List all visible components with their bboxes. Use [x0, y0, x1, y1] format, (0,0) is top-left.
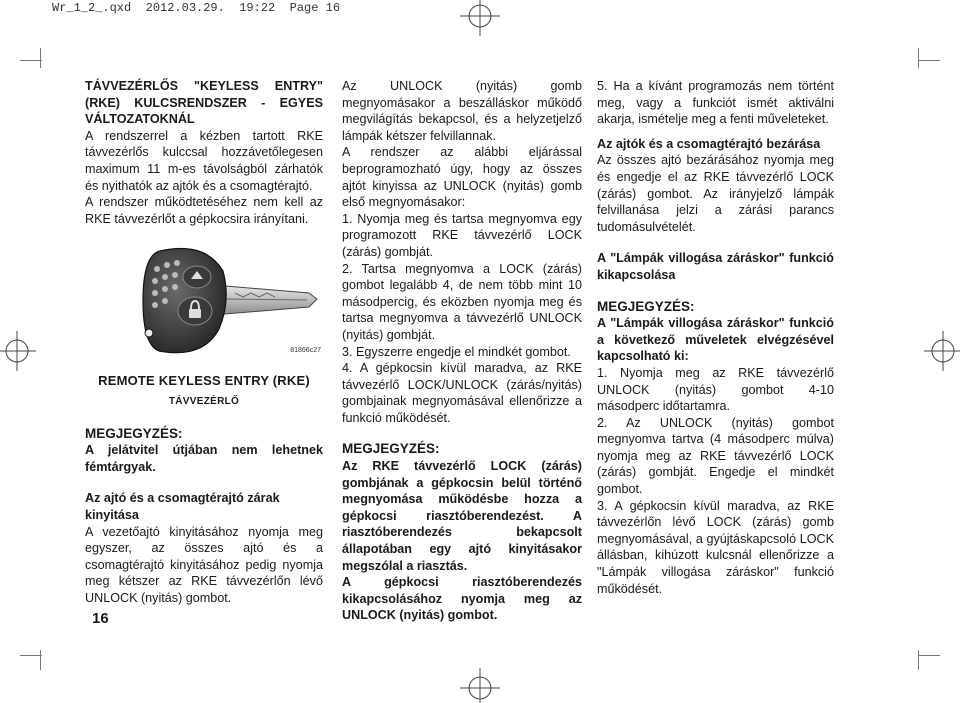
paragraph: A rendszer az alábbi eljárással beprogramozható úgy, hogy az összes ajtót kinyissa az UNLOCK (nyitás) gomb első megnyomásakor: [342, 145, 582, 210]
note-body: A gépkocsi riasztóberendezés kikapcsolásához nyomja meg az UNLOCK (nyitás) gombot. [342, 575, 582, 623]
column-2 [342, 78, 582, 624]
figure-caption: REMOTE KEYLESS ENTRY (RKE) [98, 373, 310, 389]
step-item: 4. A gépkocsin kívül maradva, az RKE távvezérlő LOCK/UNLOCK (zárás/nyitás) gombjainak megnyomásával ellenőrizze a funkció működését. [342, 361, 582, 425]
note-body: A jelátvitel útjában nem lehetnek fémtárgyak. [85, 443, 323, 474]
crop-mark [20, 60, 42, 61]
registration-mark-top [455, 0, 505, 36]
step-item: 1. Nyomja meg és tartsa megnyomva egy programozott RKE távvezérlő LOCK (zárás) gombját. [342, 211, 582, 259]
registration-mark-right [924, 326, 960, 376]
registration-mark-bottom [455, 668, 505, 703]
registration-mark-left [0, 326, 36, 376]
figure-caption-sub: TÁVVEZÉRLŐ [168, 395, 240, 407]
page-number: 16 [92, 610, 109, 627]
subsection-heading: Az ajtó és a csomagtérajtó zárak kinyitása [85, 491, 280, 522]
crop-mark [918, 48, 919, 68]
subsection-heading: Az ajtók és a csomagtérajtó bezárása [597, 136, 821, 151]
paragraph: Az UNLOCK (nyitás) gomb megnyomásakor a beszálláskor működő megvilágítás bekapcsol, és a helyzetjelző lámpák kétszer felvillannak. [342, 79, 582, 143]
step-item: 1. Nyomja meg az RKE távvezérlő UNLOCK (nyitás) gombot 4-10 másodperc időtartamra. [597, 365, 834, 414]
rke-key-figure [85, 241, 323, 361]
paragraph: Az összes ajtó bezárásához nyomja meg és engedje el az RKE távvezérlő LOCK (zárás) gombot. Az irányjelző lámpák felvillanása jelzi a zárási parancs tudomásulvételét. [597, 153, 834, 234]
step-item: 2. Tartsa megnyomva a LOCK (zárás) gombot legalább 4, de nem több mint 10 másodpercig, és eközben nyomja meg és tartsa megnyomva a távvezérlő UNLOCK (nyitás) gombját. [342, 261, 582, 342]
crop-mark [918, 650, 919, 670]
subsection-heading: A "Lámpák villogása záráskor" funkció kikapcsolása [597, 251, 834, 282]
column-3 [597, 78, 834, 597]
note-heading: MEGJEGYZÉS: [597, 298, 695, 314]
paragraph: A rendszer működtetéséhez nem kell az RKE távvezérlőt a gépkocsira irányítani. [85, 195, 323, 226]
column-1 [85, 78, 323, 606]
key-fob-illustration [85, 241, 323, 361]
note-heading: MEGJEGYZÉS: [85, 425, 183, 441]
crop-mark [40, 650, 41, 670]
step-item: 2. Az UNLOCK (nyitás) gombot megnyomva tartva (4 másodperc múlva) nyomja meg az RKE távvezérlő LOCK (zárás) gombját. Engedje el mindkét gombot. [597, 415, 834, 497]
paragraph: A rendszerrel a kézben tartott RKE távvezérlős kulccsal hozzávetőlegesen maximum 11 m-es távolságból zárhatók és nyithatók az ajtók és a csomagtérajtó. [85, 128, 323, 193]
note-body: A "Lámpák villogása záráskor" funkció a következő műveletek elvégzésével kapcsolható ki: [597, 316, 834, 364]
file-header: Wr_1_2_.qxd 2012.03.29. 19:22 Page 16 [52, 1, 341, 15]
step-item: 5. Ha a kívánt programozás nem történt meg, vagy a funkciót ismét aktiválni akarja, ismételje meg a fenti műveleteket. [597, 79, 834, 127]
section-title: TÁVVEZÉRLŐS "KEYLESS ENTRY" (RKE) KULCSRENDSZER - EGYES VÁLTOZATOKNÁL [85, 79, 323, 127]
step-item: 3. Egyszerre engedje el mindkét gombot. [342, 344, 571, 359]
step-item: 3. A gépkocsin kívül maradva, az RKE távvezérlőn lévő LOCK (zárás) gomb megnyomásával, a gyújtáskapcsoló LOCK állásban, kihúzott kulcsnál ellenőrizze a "Lámpák villogása záráskor" funkció működését. [597, 498, 834, 596]
figure-code: 81866c27 [290, 346, 321, 354]
crop-mark [20, 655, 42, 656]
note-body: Az RKE távvezérlő LOCK (zárás) gombjának a gépkocsin belül történő megnyomása működésbe hozza a gépkocsi riasztóberendezést. A riasztóberendezés bekapcsolt állapotában egy ajtó kinyitásakor megszólal a riasztás. [342, 459, 582, 573]
paragraph: A vezetőajtó kinyitásához nyomja meg egyszer, az összes ajtó és a csomagtérajtó kinyitásához pedig nyomja meg kétszer az RKE távvezérlőn lévő UNLOCK (nyitás) gombot. [85, 524, 323, 605]
crop-mark [40, 48, 41, 68]
crop-mark [918, 60, 940, 61]
crop-mark [918, 655, 940, 656]
note-heading: MEGJEGYZÉS: [342, 441, 440, 457]
